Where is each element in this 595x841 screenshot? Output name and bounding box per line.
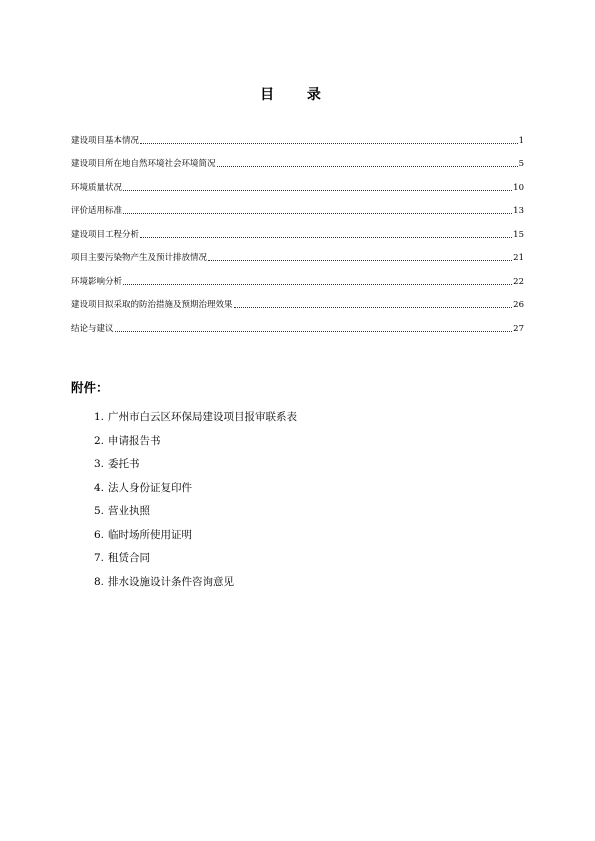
toc-leader-dots [123, 284, 512, 285]
attachment-title: 申请报告书 [108, 434, 161, 447]
toc-entry-label: 结论与建议 [71, 323, 114, 334]
toc-entry[interactable] [71, 264, 524, 288]
table-of-contents [71, 123, 524, 335]
attachment-item [94, 503, 494, 527]
toc-entry-label: 评价适用标准 [71, 206, 123, 216]
toc-leader-dots [123, 213, 512, 214]
toc-entry-page: 15 [513, 229, 524, 240]
toc-entry[interactable] [71, 123, 524, 147]
toc-entry-label: 环境质量状况 [71, 182, 123, 193]
attachment-title: 委托书 [108, 458, 140, 470]
toc-entry-label: 建设项目拟采取的防治措施及预期治理效果 [71, 300, 233, 310]
toc-entry[interactable] [71, 217, 524, 241]
toc-entry[interactable] [71, 241, 524, 265]
attachment-title: 法人身份证复印件 [108, 481, 192, 494]
attachments-list [94, 409, 494, 597]
attachment-title: 排水设施设计条件咨询意见 [108, 575, 234, 588]
attachment-number: 8. [94, 575, 105, 588]
attachment-number: 1. [94, 411, 105, 423]
toc-entry[interactable] [71, 311, 524, 335]
toc-entry-page: 22 [513, 276, 524, 287]
toc-entry-page: 13 [513, 206, 524, 216]
attachment-item [94, 480, 494, 504]
attachment-item [94, 456, 494, 480]
toc-entry-page: 27 [513, 323, 524, 334]
toc-entry-label: 建设项目基本情况 [71, 135, 140, 146]
toc-entry-page: 1 [518, 135, 524, 146]
toc-leader-dots [234, 307, 513, 308]
attachment-number: 6. [94, 528, 105, 541]
attachment-number: 3. [94, 458, 105, 470]
toc-leader-dots [140, 237, 512, 238]
attachment-item [94, 550, 494, 574]
attachment-number: 4. [94, 481, 105, 494]
toc-leader-dots [123, 190, 512, 191]
toc-entry-label: 建设项目所在地自然环境社会环境简况 [71, 159, 216, 169]
attachment-item [94, 433, 494, 457]
toc-entry[interactable] [71, 147, 524, 171]
attachment-title: 租赁合同 [108, 552, 150, 564]
toc-entry-page: 5 [518, 159, 524, 169]
toc-leader-dots [140, 143, 518, 144]
attachment-number: 5. [94, 505, 105, 517]
toc-entry-label: 环境影响分析 [71, 276, 123, 287]
toc-leader-dots [115, 331, 513, 332]
attachment-title: 广州市白云区环保局建设项目报审联系表 [108, 411, 297, 423]
attachment-title: 营业执照 [108, 505, 150, 517]
attachment-title: 临时场所使用证明 [108, 528, 192, 541]
toc-leader-dots [208, 260, 512, 261]
toc-entry-page: 26 [513, 300, 524, 310]
toc-entry[interactable] [71, 288, 524, 312]
toc-entry[interactable] [71, 170, 524, 194]
toc-entry-label: 项目主要污染物产生及预计排放情况 [71, 253, 208, 263]
attachment-item [94, 574, 494, 598]
attachments-heading: 附件： [71, 380, 109, 395]
attachment-item [94, 409, 494, 433]
page-title: 目 录 [260, 87, 335, 103]
toc-leader-dots [217, 166, 518, 167]
toc-entry[interactable] [71, 194, 524, 218]
attachment-number: 2. [94, 434, 105, 447]
toc-entry-page: 10 [513, 182, 524, 193]
toc-entry-label: 建设项目工程分析 [71, 229, 140, 240]
attachment-number: 7. [94, 552, 105, 564]
toc-entry-page: 21 [513, 253, 524, 263]
attachment-item [94, 527, 494, 551]
